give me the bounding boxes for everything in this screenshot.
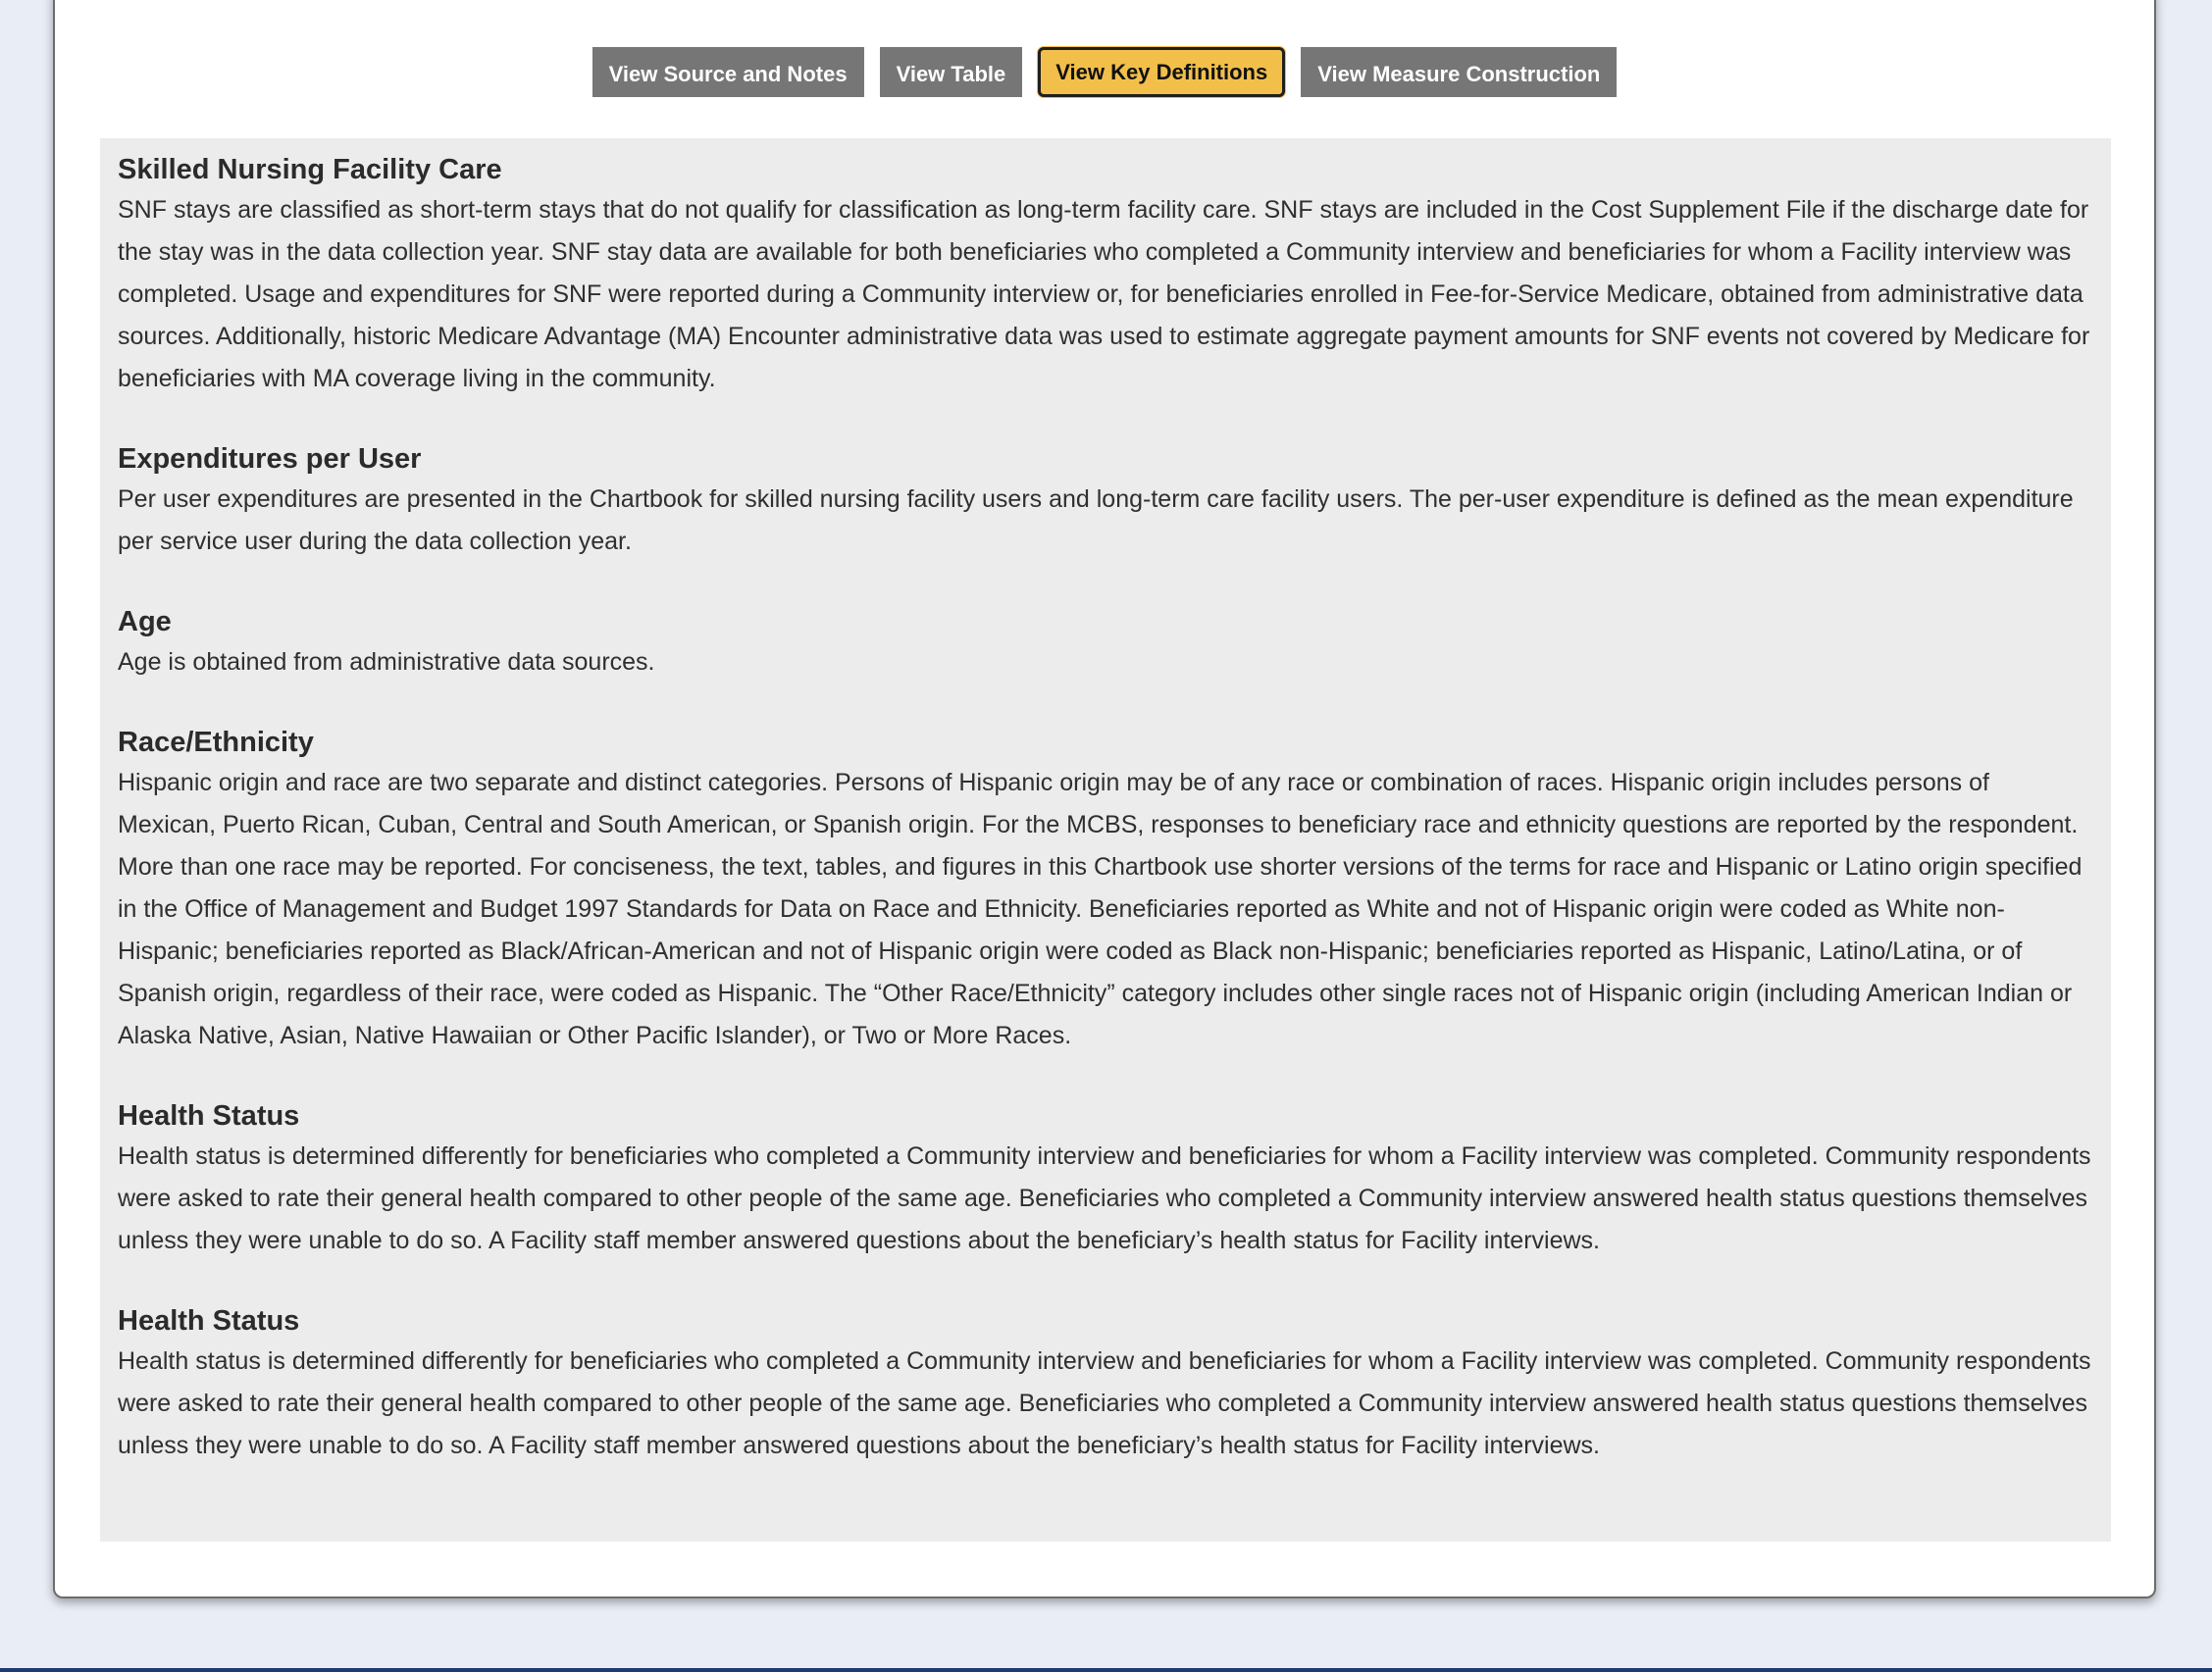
view-measure-construction-button[interactable]: View Measure Construction (1301, 47, 1617, 97)
definition-title: Race/Ethnicity (118, 727, 314, 758)
definition-race-ethnicity (118, 723, 2093, 1057)
definition-title: Health Status (118, 1100, 300, 1132)
definition-text: Health status is determined differently for beneficiaries who completed a Community interview and beneficiaries for whom a Facility interview was completed. Community respondents were asked to rate their general health compared to other people of the same age. Beneficiaries who completed a Community interview answered health status questions themselves unless they were unable to do so. A Facility staff member answered questions about the beneficiary’s health status for Facility interviews. (118, 1142, 2091, 1254)
chart-card (53, 0, 2156, 1598)
view-source-notes-button[interactable]: View Source and Notes (592, 47, 864, 97)
definition-text: SNF stays are classified as short-term stays that do not qualify for classification as long-term facility care. SNF stays are included in the Cost Supplement File if the discharge date for the stay was in the data collection year. SNF stay data are available for both beneficiaries who completed a Community interview and beneficiaries for whom a Facility interview was completed. Usage and expenditures for SNF were reported during a Community interview or, for beneficiaries enrolled in Fee-for-Service Medicare, obtained from administrative data sources. Additionally, historic Medicare Advantage (MA) Encounter administrative data was used to estimate aggregate payment amounts for SNF events not covered by Medicare for beneficiaries with MA coverage living in the community. (118, 196, 2090, 392)
definition-text: Age is obtained from administrative data sources. (118, 648, 655, 676)
view-toolbar (55, 47, 2154, 97)
view-key-definitions-button[interactable]: View Key Definitions (1038, 47, 1285, 97)
definition-text: Hispanic origin and race are two separate and distinct categories. Persons of Hispanic origin may be of any race or combination of races. Hispanic origin includes persons of Mexican, Puerto Rican, Cuban, Central and South American, or Spanish origin. For the MCBS, responses to beneficiary race and ethnicity questions are reported by the respondent. More than one race may be reported. For conciseness, the text, tables, and figures in this Chartbook use shorter versions of the terms for race and Hispanic or Latino origin specified in the Office of Management and Budget 1997 Standards for Data on Race and Ethnicity. Beneficiaries reported as White and not of Hispanic origin were coded as White non-Hispanic; beneficiaries reported as Black/African-American and not of Hispanic origin were coded as Black non-Hispanic; beneficiaries reported as Hispanic, Latino/Latina, or of Spanish origin, regardless of their race, were coded as Hispanic. The “Other Race/Ethnicity” category includes other single races not of Hispanic origin (including American Indian or Alaska Native, Asian, Native Hawaiian or Other Pacific Islander), or Two or More Races. (118, 769, 2083, 1049)
definition-expenditures-per-user (118, 439, 2093, 563)
key-definitions-panel (100, 138, 2111, 1542)
definition-age (118, 602, 2093, 684)
definition-title: Skilled Nursing Facility Care (118, 154, 502, 185)
definition-title: Age (118, 606, 172, 637)
definition-text: Per user expenditures are presented in the Chartbook for skilled nursing facility users and long-term care facility users. The per-user expenditure is defined as the mean expenditure per service user during the data collection year. (118, 485, 2074, 555)
view-table-button[interactable]: View Table (880, 47, 1023, 97)
definition-health-status (118, 1096, 2093, 1262)
definition-health-status-repeat (118, 1301, 2093, 1467)
definition-title: Expenditures per User (118, 443, 422, 475)
definition-title: Health Status (118, 1305, 300, 1337)
definition-skilled-nursing-facility-care (118, 150, 2093, 400)
definition-text: Health status is determined differently for beneficiaries who completed a Community interview and beneficiaries for whom a Facility interview was completed. Community respondents were asked to rate their general health compared to other people of the same age. Beneficiaries who completed a Community interview answered health status questions themselves unless they were unable to do so. A Facility staff member answered questions about the beneficiary’s health status for Facility interviews. (118, 1347, 2091, 1459)
footer-bar (0, 1668, 2212, 1672)
